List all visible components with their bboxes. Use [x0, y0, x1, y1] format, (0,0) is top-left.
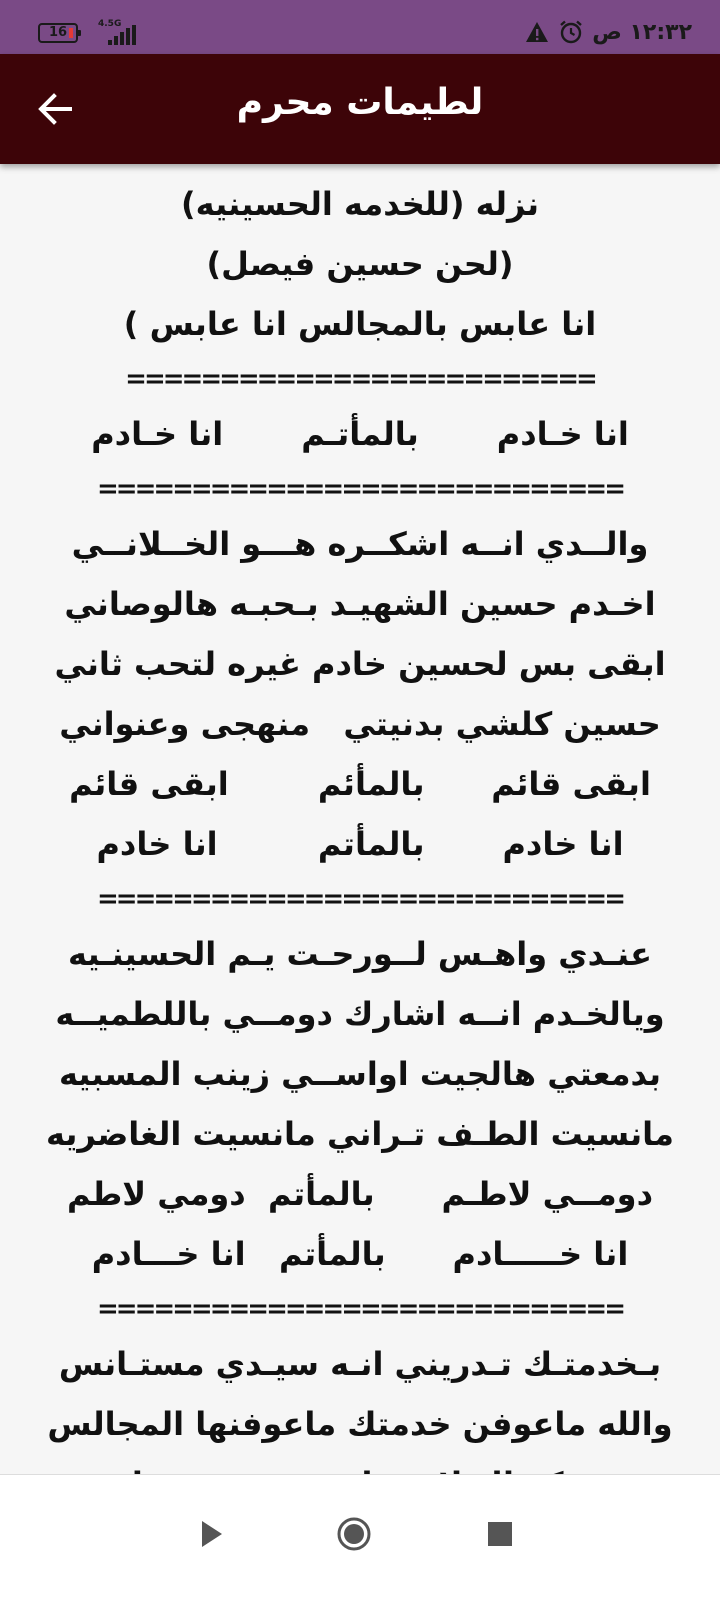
- battery-level: 16: [48, 25, 68, 40]
- system-nav-bar: [0, 1474, 720, 1601]
- poem-line: مانسيت الطـف تـراني مانسيت الغاضريه: [46, 1115, 674, 1153]
- poem-line: دومــي لاطـم بالمأتم دومي لاطم: [67, 1175, 653, 1213]
- nav-home-icon[interactable]: [329, 1509, 379, 1559]
- poem-separator: ============================: [97, 1294, 623, 1324]
- poem-line: انا خـــــادم بالمأتم انا خـــادم: [91, 1235, 629, 1273]
- nav-recents-icon[interactable]: [475, 1509, 525, 1559]
- poem-content[interactable]: [0, 174, 720, 1474]
- poem-line: والله ماعوفن خدمتك ماعوفنها المجالس: [47, 1405, 673, 1443]
- status-bar: [0, 0, 720, 54]
- poem-line: انا خادم بالمأتم انا خادم: [96, 825, 624, 863]
- poem-line: انا عابس بالمجالس انا عابس ): [123, 305, 597, 343]
- alarm-icon: [558, 19, 584, 45]
- poem-line: بـخدمتـك تـدريني انـه سيـدي مستـانس: [58, 1345, 662, 1383]
- poem-line: نزله (للخدمه الحسينيه): [181, 185, 539, 223]
- warning-icon: [524, 19, 550, 45]
- poem-line: ابقى بس لحسين خادم غيره لتحب ثاني: [54, 645, 666, 683]
- poem-separator: ============================: [97, 884, 623, 914]
- poem-line: حسين كلشي بدنيتي منهجى وعنواني: [59, 705, 661, 743]
- poem-separator: ============================: [97, 474, 623, 504]
- poem-line: انا خـادم بالمأتـم انا خـادم: [91, 415, 629, 453]
- battery-low-indicator: [69, 28, 73, 38]
- poem-line: ويالخـدم انــه اشارك دومــي باللطميــه: [55, 995, 665, 1033]
- poem-line: والــدي انــه اشكــره هـــو الخــلانــي: [71, 525, 649, 563]
- status-right-group: [524, 17, 692, 47]
- poem-line: عنـدي واهـس لــورحـت يـم الحسينـيه: [68, 935, 652, 973]
- network-type: 4.5G: [98, 19, 122, 29]
- signal-icon: [108, 25, 136, 45]
- page-title: لطيمات محرم: [236, 82, 484, 123]
- poem-separator: =========================: [125, 364, 595, 394]
- app-bar: [0, 54, 720, 164]
- nav-back-icon[interactable]: [186, 1509, 236, 1559]
- status-time: ١٢:٣٢ ص: [592, 19, 692, 45]
- poem-line: اخـدم حسين الشهيـد بـحبـه هالوصاني: [64, 585, 656, 623]
- poem-line: (لحن حسين فيصل): [206, 245, 514, 283]
- poem-line: بدمعتي هالجيت اواســي زينب المسبيه: [58, 1055, 662, 1093]
- poem-line: ابقى قائم بالمأئم ابقى قائم: [69, 765, 651, 803]
- battery-icon: [38, 23, 78, 43]
